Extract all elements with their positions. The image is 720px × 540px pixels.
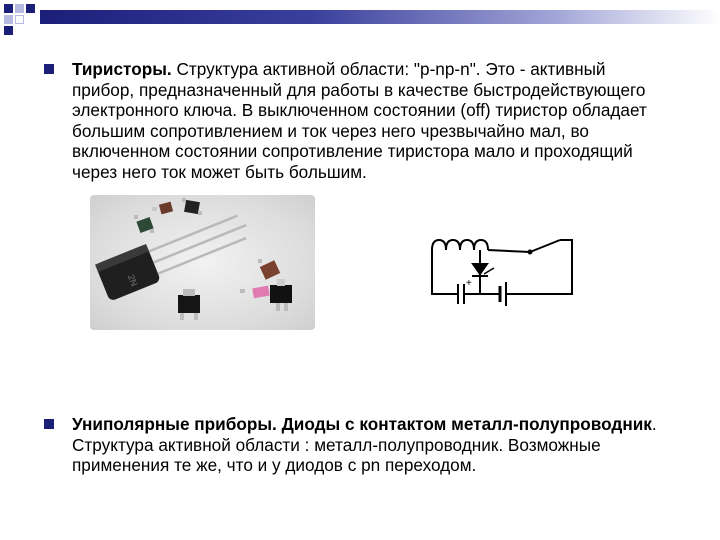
inductor-symbol <box>432 240 488 250</box>
bullet-body: Структура активной области: "p-np-n". Это - активный прибор, предназначенный для работы в качестве быстродействующего электронного ключа. В выключенном состоянии (off) тиристор обладает большим сопротивлением и ток через него чрезвычайно мал, во включенном состоянии сопротивление тиристора мало и проходящий через него ток может быть большим. <box>72 59 647 182</box>
thyristor-symbol <box>473 264 487 274</box>
thyristor-circuit-schematic <box>420 228 580 308</box>
bullet-text <box>72 59 664 182</box>
square-bullet-icon <box>44 64 54 74</box>
deco-square <box>4 4 13 13</box>
bullet-body: . Структура активной области : металл-полупроводник. Возможные применения те же, что и у диодов с pn переходом. <box>72 414 657 475</box>
polarity-plus: + <box>466 278 472 289</box>
svg-text:2N: 2N <box>125 273 140 288</box>
deco-square <box>15 4 24 13</box>
deco-square <box>26 4 35 13</box>
bullet-unipolar <box>44 414 664 476</box>
bullet-thyristors <box>44 59 664 182</box>
bullet-title: Униполярные приборы. Диоды с контактом металл-полупроводник <box>72 414 652 434</box>
switch-blade <box>530 240 560 252</box>
deco-square <box>4 26 13 35</box>
header-bar <box>40 10 720 24</box>
bullet-title: Тиристоры. <box>72 59 172 79</box>
thyristor-photo <box>90 195 315 330</box>
square-bullet-icon <box>44 419 54 429</box>
bullet-text <box>72 414 664 476</box>
deco-square <box>15 15 24 24</box>
components-illustration <box>90 195 315 330</box>
deco-square <box>4 15 13 24</box>
